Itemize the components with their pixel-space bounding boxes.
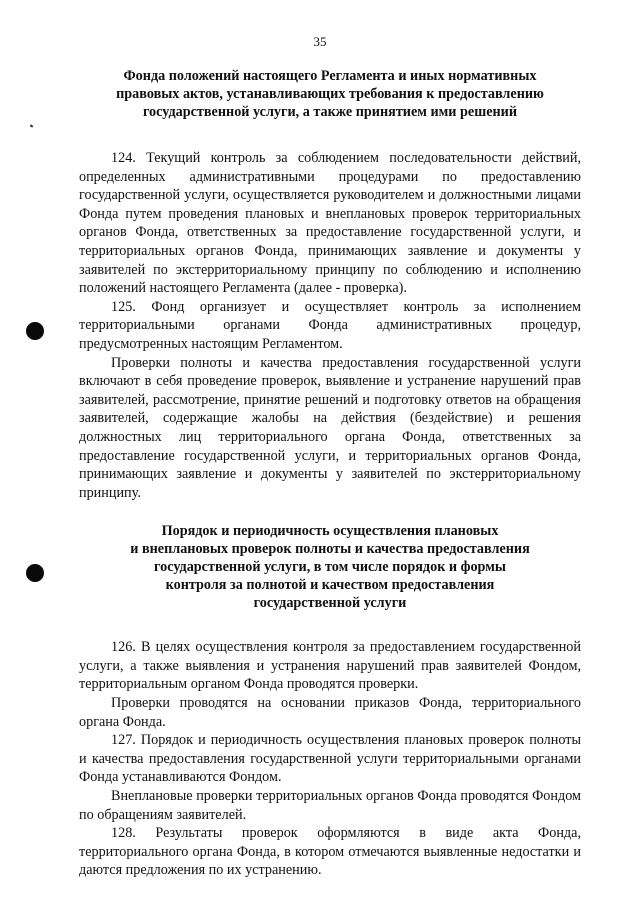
heading-line: государственной услуги, а также принятием ими решений: [142, 104, 518, 120]
paragraph-128: 128. Результаты проверок оформляются в виде акта Фонда, территориального органа Фонда, в котором отмечаются выявленные недостатки и даются предложения по их устранению.: [79, 825, 581, 879]
scan-speck: [30, 124, 34, 127]
heading-line: Фонда положений настоящего Регламента и иных нормативных: [123, 68, 537, 84]
paragraph-124: 124. Текущий контроль за соблюдением последовательности действий, определенных административными процедурами по предоставлению государственной услуги, осуществляется руководителем и должностными лицами Фонда путем проведения плановых и внеплановых проверок территориальных органов Фонда, ответственных за предоставление государственной услуги, и территориальных органов Фонда, принимающих заявление и документы у заявителей по экстерриториальному принципу по соблюдению и исполнению положений настоящего Регламента (далее - проверка).: [79, 150, 581, 297]
page-content: [79, 67, 581, 880]
punch-hole-mark: [26, 564, 44, 582]
heading-line: государственной услуги, в том числе порядок и формы: [154, 559, 506, 576]
punch-hole-mark: [26, 322, 44, 340]
paragraph-checks-scope: Проверки полноты и качества предоставления государственной услуги включают в себя проведение проверок, выявление и устранение нарушений прав заявителей, рассмотрение, принятие решений и подготовку ответов на обращения заявителей, содержащие жалобы на действия (бездействие) и решения должностных лиц территориального органа Фонда, ответственных за предоставление государственной услуги, и территориальных органов Фонда, принимающих заявление и документы у заявителей по экстерриториальному принципу.: [79, 354, 581, 501]
page-number: 35: [313, 34, 327, 49]
paragraph-127: 127. Порядок и периодичность осуществления плановых проверок полноты и качества предоставления государственной услуги территориальными органами Фонда устанавливаются Фондом.: [79, 732, 581, 786]
heading-line: контроля за полнотой и качеством предоставления: [165, 577, 495, 594]
paragraph-orders-basis: Проверки проводятся на основании приказов Фонда, территориального органа Фонда.: [79, 695, 581, 730]
section-heading-inspections-procedure: [79, 522, 581, 612]
heading-line: правовых актов, устанавливающих требования к предоставлению: [116, 86, 544, 102]
heading-line: и внеплановых проверок полноты и качества предоставления: [130, 541, 530, 558]
heading-line: Порядок и периодичность осуществления плановых: [161, 523, 499, 540]
paragraph-unscheduled-checks: Внеплановые проверки территориальных органов Фонда проводятся Фондом по обращениям заявителей.: [79, 788, 581, 823]
section-heading-control-decisions: [79, 67, 581, 121]
heading-line: государственной услуги: [253, 595, 407, 612]
paragraph-126: 126. В целях осуществления контроля за предоставлением государственной услуги, а также выявления и устранения нарушений прав заявителей Фондом, территориальным органом Фонда проводятся проверки.: [79, 639, 581, 693]
paragraph-125: 125. Фонд организует и осуществляет контроль за исполнением территориальными органами Фонда административных процедур, предусмотренных настоящим Регламентом.: [79, 298, 581, 352]
